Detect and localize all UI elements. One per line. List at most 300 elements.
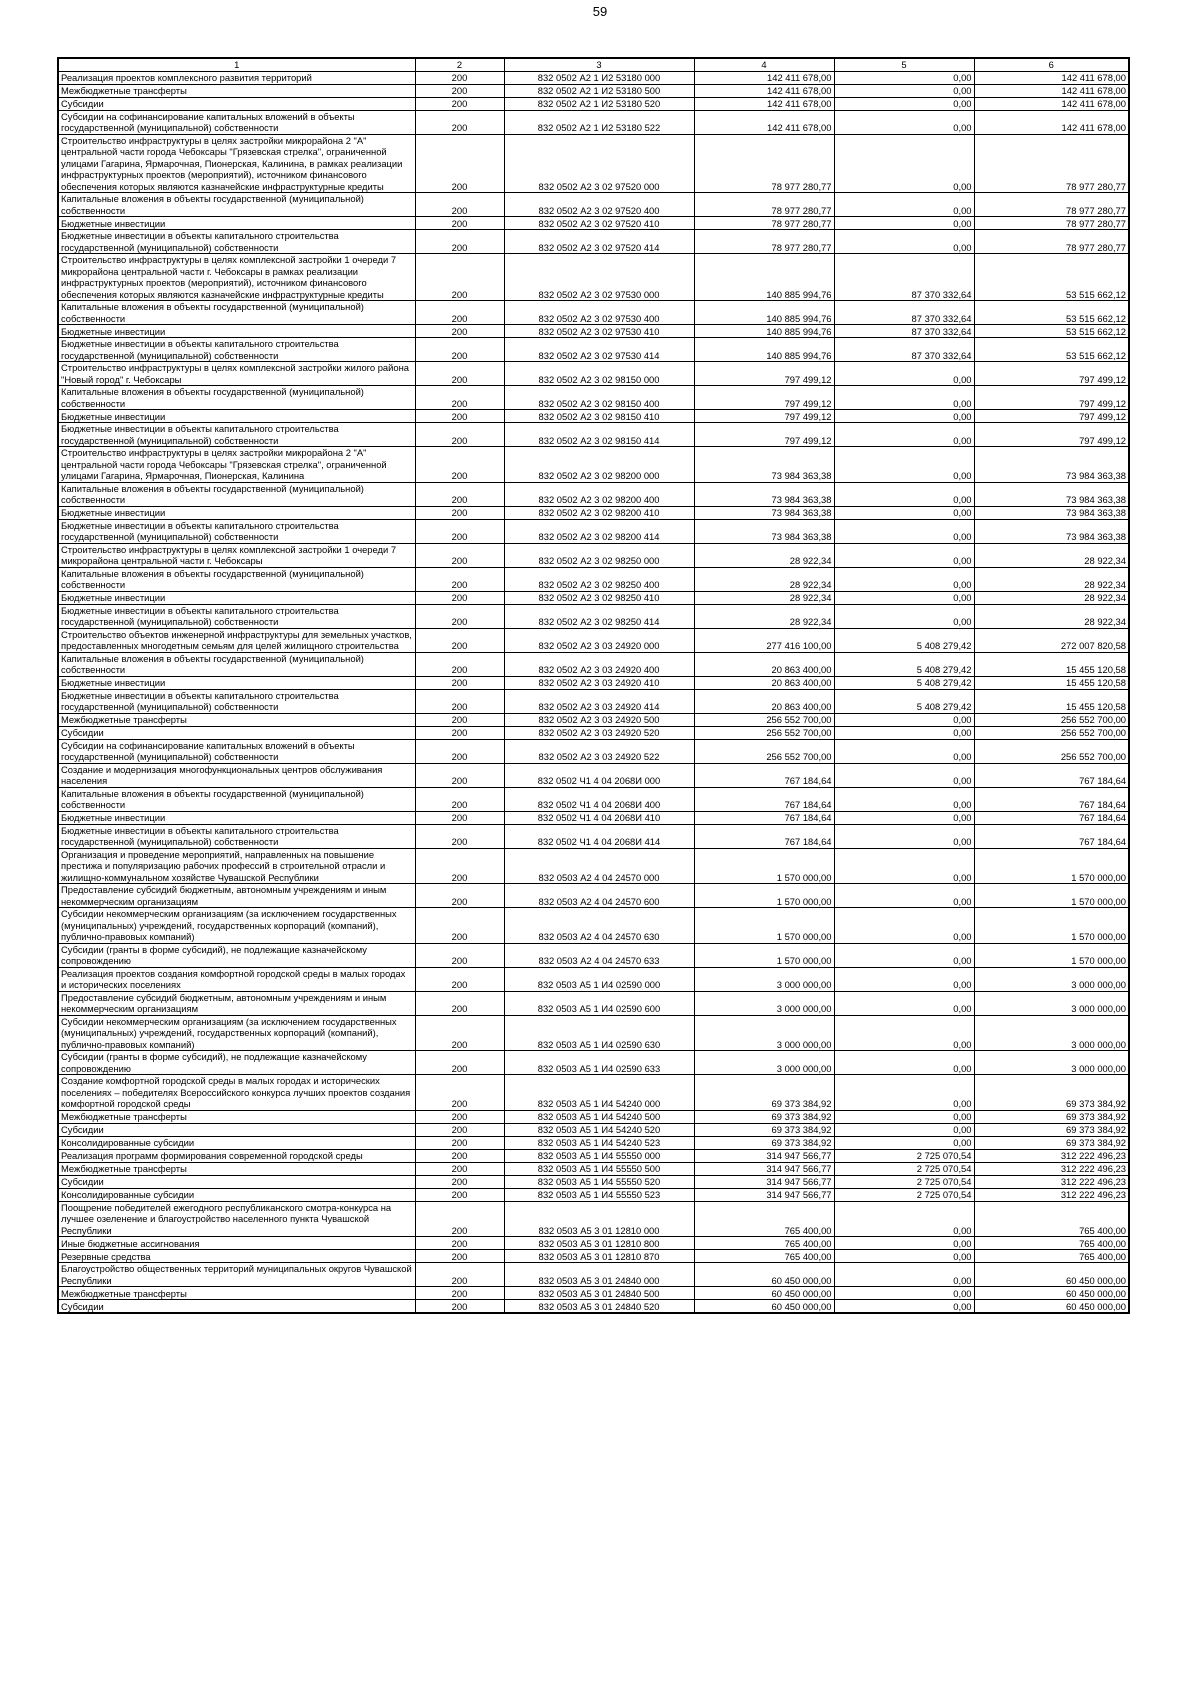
row-name-cell: Строительство инфраструктуры в целях застройки микрорайона 2 "А" центральной части города Чебоксары "Грязевская стрелка", ограниченной улицами Гагарина, Ярмарочная, Пионерская, Калинина [58, 447, 415, 483]
row-admin-code-cell: 200 [415, 591, 504, 604]
row-amount-col4-cell: 314 947 566,77 [694, 1149, 834, 1162]
table-row [58, 1162, 1129, 1175]
row-admin-code-cell: 200 [415, 628, 504, 652]
table-row [58, 1110, 1129, 1123]
column-header-3: 3 [504, 58, 694, 71]
row-name-cell: Межбюджетные трансферты [58, 1287, 415, 1300]
row-budget-code-cell: 832 0502 А2 3 02 97530 000 [504, 254, 694, 301]
row-amount-col6-cell: 73 984 363,38 [974, 447, 1129, 483]
row-amount-col6-cell: 1 570 000,00 [974, 884, 1129, 908]
row-amount-col6-cell: 69 373 384,92 [974, 1110, 1129, 1123]
row-amount-col4-cell: 28 922,34 [694, 567, 834, 591]
row-amount-col4-cell: 140 885 994,76 [694, 338, 834, 362]
row-amount-col5-cell: 0,00 [834, 811, 974, 824]
row-admin-code-cell: 200 [415, 193, 504, 217]
row-amount-col6-cell: 142 411 678,00 [974, 71, 1129, 84]
row-budget-code-cell: 832 0502 А2 3 02 97520 000 [504, 134, 694, 193]
row-amount-col6-cell: 256 552 700,00 [974, 713, 1129, 726]
row-amount-col4-cell: 3 000 000,00 [694, 967, 834, 991]
table-row [58, 739, 1129, 763]
row-amount-col5-cell: 0,00 [834, 848, 974, 884]
row-amount-col5-cell: 0,00 [834, 217, 974, 230]
row-amount-col4-cell: 20 863 400,00 [694, 676, 834, 689]
row-name-cell: Межбюджетные трансферты [58, 1162, 415, 1175]
table-row [58, 1015, 1129, 1051]
row-amount-col6-cell: 797 499,12 [974, 410, 1129, 423]
row-name-cell: Субсидии некоммерческим организациям (за исключением государственных (муниципальных) учреждений, государственных корпораций (компаний), публично-правовых компаний) [58, 908, 415, 944]
row-admin-code-cell: 200 [415, 301, 504, 325]
table-row [58, 1051, 1129, 1075]
row-admin-code-cell: 200 [415, 482, 504, 506]
table-row [58, 1188, 1129, 1201]
column-header-2: 2 [415, 58, 504, 71]
row-budget-code-cell: 832 0503 А5 1 И4 02590 600 [504, 991, 694, 1015]
row-amount-col4-cell: 3 000 000,00 [694, 991, 834, 1015]
row-name-cell: Субсидии [58, 1175, 415, 1188]
table-row [58, 1175, 1129, 1188]
row-amount-col5-cell: 0,00 [834, 967, 974, 991]
row-amount-col6-cell: 142 411 678,00 [974, 110, 1129, 134]
row-admin-code-cell: 200 [415, 1051, 504, 1075]
row-budget-code-cell: 832 0502 А2 3 02 98150 400 [504, 386, 694, 410]
table-row [58, 482, 1129, 506]
row-amount-col5-cell: 0,00 [834, 362, 974, 386]
row-amount-col4-cell: 797 499,12 [694, 410, 834, 423]
row-name-cell: Субсидии [58, 1123, 415, 1136]
row-admin-code-cell: 200 [415, 1075, 504, 1111]
row-amount-col5-cell: 0,00 [834, 410, 974, 423]
row-name-cell: Реализация проектов создания комфортной городской среды в малых городах и исторических поселениях [58, 967, 415, 991]
row-amount-col5-cell: 2 725 070,54 [834, 1175, 974, 1188]
row-name-cell: Бюджетные инвестиции в объекты капитального строительства государственной (муниципальной) собственности [58, 604, 415, 628]
row-amount-col6-cell: 60 450 000,00 [974, 1300, 1129, 1314]
row-admin-code-cell: 200 [415, 519, 504, 543]
row-amount-col6-cell: 69 373 384,92 [974, 1123, 1129, 1136]
row-name-cell: Капитальные вложения в объекты государственной (муниципальной) собственности [58, 301, 415, 325]
table-row [58, 787, 1129, 811]
row-budget-code-cell: 832 0503 А2 4 04 24570 600 [504, 884, 694, 908]
row-admin-code-cell: 200 [415, 763, 504, 787]
row-budget-code-cell: 832 0503 А5 3 01 12810 800 [504, 1237, 694, 1250]
row-name-cell: Бюджетные инвестиции в объекты капитального строительства государственной (муниципальной) собственности [58, 824, 415, 848]
table-row [58, 193, 1129, 217]
row-amount-col5-cell: 0,00 [834, 134, 974, 193]
row-admin-code-cell: 200 [415, 506, 504, 519]
row-amount-col6-cell: 312 222 496,23 [974, 1149, 1129, 1162]
row-admin-code-cell: 200 [415, 254, 504, 301]
row-budget-code-cell: 832 0503 А5 3 01 12810 000 [504, 1201, 694, 1237]
row-admin-code-cell: 200 [415, 848, 504, 884]
row-name-cell: Бюджетные инвестиции [58, 811, 415, 824]
row-budget-code-cell: 832 0502 А2 3 02 98150 410 [504, 410, 694, 423]
table-header-row [58, 58, 1129, 71]
row-amount-col6-cell: 312 222 496,23 [974, 1175, 1129, 1188]
row-amount-col4-cell: 1 570 000,00 [694, 848, 834, 884]
row-admin-code-cell: 200 [415, 824, 504, 848]
row-amount-col6-cell: 53 515 662,12 [974, 254, 1129, 301]
row-amount-col6-cell: 256 552 700,00 [974, 726, 1129, 739]
row-amount-col4-cell: 765 400,00 [694, 1250, 834, 1263]
row-amount-col5-cell: 0,00 [834, 1136, 974, 1149]
row-amount-col4-cell: 69 373 384,92 [694, 1136, 834, 1149]
row-budget-code-cell: 832 0502 Ч1 4 04 2068И 414 [504, 824, 694, 848]
row-admin-code-cell: 200 [415, 1123, 504, 1136]
row-amount-col5-cell: 0,00 [834, 506, 974, 519]
row-budget-code-cell: 832 0503 А5 3 01 24840 500 [504, 1287, 694, 1300]
table-row [58, 689, 1129, 713]
row-amount-col4-cell: 314 947 566,77 [694, 1175, 834, 1188]
row-admin-code-cell: 200 [415, 676, 504, 689]
row-budget-code-cell: 832 0503 А5 3 01 24840 000 [504, 1263, 694, 1287]
row-admin-code-cell: 200 [415, 97, 504, 110]
table-row [58, 410, 1129, 423]
row-name-cell: Капитальные вложения в объекты государственной (муниципальной) собственности [58, 386, 415, 410]
row-budget-code-cell: 832 0502 А2 3 02 98200 000 [504, 447, 694, 483]
row-amount-col5-cell: 0,00 [834, 991, 974, 1015]
row-admin-code-cell: 200 [415, 1263, 504, 1287]
row-amount-col5-cell: 0,00 [834, 713, 974, 726]
table-row [58, 884, 1129, 908]
row-admin-code-cell: 200 [415, 1300, 504, 1314]
row-budget-code-cell: 832 0502 А2 3 02 97520 414 [504, 230, 694, 254]
row-amount-col4-cell: 28 922,34 [694, 543, 834, 567]
row-name-cell: Благоустройство общественных территорий муниципальных округов Чувашской Республики [58, 1263, 415, 1287]
row-amount-col4-cell: 142 411 678,00 [694, 110, 834, 134]
row-admin-code-cell: 200 [415, 967, 504, 991]
table-row [58, 1263, 1129, 1287]
row-name-cell: Создание и модернизация многофункциональных центров обслуживания населения [58, 763, 415, 787]
row-amount-col4-cell: 142 411 678,00 [694, 84, 834, 97]
row-amount-col6-cell: 797 499,12 [974, 386, 1129, 410]
row-amount-col6-cell: 312 222 496,23 [974, 1162, 1129, 1175]
row-amount-col5-cell: 0,00 [834, 193, 974, 217]
row-amount-col6-cell: 28 922,34 [974, 543, 1129, 567]
row-amount-col4-cell: 767 184,64 [694, 824, 834, 848]
row-amount-col4-cell: 3 000 000,00 [694, 1051, 834, 1075]
row-budget-code-cell: 832 0503 А5 1 И4 54240 523 [504, 1136, 694, 1149]
row-amount-col5-cell: 2 725 070,54 [834, 1162, 974, 1175]
row-amount-col6-cell: 767 184,64 [974, 824, 1129, 848]
row-name-cell: Строительство инфраструктуры в целях комплексной застройки 1 очереди 7 микрорайона центральной части г. Чебоксары [58, 543, 415, 567]
row-amount-col4-cell: 797 499,12 [694, 362, 834, 386]
row-name-cell: Бюджетные инвестиции в объекты капитального строительства государственной (муниципальной) собственности [58, 519, 415, 543]
row-budget-code-cell: 832 0503 А5 3 01 12810 870 [504, 1250, 694, 1263]
row-amount-col6-cell: 60 450 000,00 [974, 1287, 1129, 1300]
row-amount-col4-cell: 28 922,34 [694, 591, 834, 604]
row-admin-code-cell: 200 [415, 652, 504, 676]
table-row [58, 1149, 1129, 1162]
row-name-cell: Субсидии на софинансирование капитальных вложений в объекты государственной (муниципальной) собственности [58, 739, 415, 763]
row-admin-code-cell: 200 [415, 423, 504, 447]
table-body [58, 71, 1129, 1313]
row-amount-col5-cell: 87 370 332,64 [834, 254, 974, 301]
row-amount-col6-cell: 765 400,00 [974, 1237, 1129, 1250]
row-name-cell: Бюджетные инвестиции [58, 325, 415, 338]
row-amount-col6-cell: 767 184,64 [974, 811, 1129, 824]
row-amount-col4-cell: 28 922,34 [694, 604, 834, 628]
row-amount-col4-cell: 60 450 000,00 [694, 1300, 834, 1314]
row-amount-col4-cell: 256 552 700,00 [694, 713, 834, 726]
row-amount-col5-cell: 5 408 279,42 [834, 689, 974, 713]
row-name-cell: Иные бюджетные ассигнования [58, 1237, 415, 1250]
table-row [58, 567, 1129, 591]
row-amount-col6-cell: 69 373 384,92 [974, 1075, 1129, 1111]
row-budget-code-cell: 832 0503 А5 3 01 24840 520 [504, 1300, 694, 1314]
row-admin-code-cell: 200 [415, 1110, 504, 1123]
row-budget-code-cell: 832 0503 А5 1 И4 54240 000 [504, 1075, 694, 1111]
row-amount-col6-cell: 142 411 678,00 [974, 84, 1129, 97]
column-header-1: 1 [58, 58, 415, 71]
row-amount-col6-cell: 767 184,64 [974, 787, 1129, 811]
table-row [58, 676, 1129, 689]
row-amount-col6-cell: 53 515 662,12 [974, 338, 1129, 362]
row-name-cell: Организация и проведение мероприятий, направленных на повышение престижа и популяризацию рабочих профессий в строительной отрасли и жилищно-коммунальном хозяйстве Чувашской Республики [58, 848, 415, 884]
row-amount-col4-cell: 277 416 100,00 [694, 628, 834, 652]
row-name-cell: Капитальные вложения в объекты государственной (муниципальной) собственности [58, 567, 415, 591]
table-row [58, 1250, 1129, 1263]
table-row [58, 362, 1129, 386]
row-amount-col4-cell: 767 184,64 [694, 787, 834, 811]
row-amount-col6-cell: 28 922,34 [974, 567, 1129, 591]
row-budget-code-cell: 832 0502 А2 3 02 97530 400 [504, 301, 694, 325]
row-amount-col5-cell: 2 725 070,54 [834, 1188, 974, 1201]
row-admin-code-cell: 200 [415, 1149, 504, 1162]
row-amount-col4-cell: 60 450 000,00 [694, 1263, 834, 1287]
row-admin-code-cell: 200 [415, 739, 504, 763]
table-row [58, 217, 1129, 230]
row-amount-col5-cell: 0,00 [834, 71, 974, 84]
row-admin-code-cell: 200 [415, 1188, 504, 1201]
row-amount-col5-cell: 0,00 [834, 1075, 974, 1111]
row-name-cell: Субсидии [58, 726, 415, 739]
row-amount-col5-cell: 87 370 332,64 [834, 325, 974, 338]
row-amount-col5-cell: 0,00 [834, 567, 974, 591]
table-row [58, 763, 1129, 787]
row-amount-col5-cell: 0,00 [834, 824, 974, 848]
row-budget-code-cell: 832 0502 А2 3 03 24920 414 [504, 689, 694, 713]
row-amount-col6-cell: 765 400,00 [974, 1250, 1129, 1263]
row-budget-code-cell: 832 0502 А2 3 02 98200 414 [504, 519, 694, 543]
page-number: 59 [592, 4, 608, 19]
row-budget-code-cell: 832 0502 А2 3 02 98250 000 [504, 543, 694, 567]
row-amount-col4-cell: 767 184,64 [694, 811, 834, 824]
row-admin-code-cell: 200 [415, 567, 504, 591]
column-header-4: 4 [694, 58, 834, 71]
row-name-cell: Бюджетные инвестиции [58, 506, 415, 519]
row-admin-code-cell: 200 [415, 410, 504, 423]
table-row [58, 908, 1129, 944]
row-amount-col4-cell: 1 570 000,00 [694, 943, 834, 967]
row-admin-code-cell: 200 [415, 1015, 504, 1051]
row-budget-code-cell: 832 0502 А2 3 02 97530 410 [504, 325, 694, 338]
row-admin-code-cell: 200 [415, 71, 504, 84]
row-budget-code-cell: 832 0502 А2 3 02 98250 414 [504, 604, 694, 628]
row-amount-col4-cell: 140 885 994,76 [694, 325, 834, 338]
row-amount-col6-cell: 60 450 000,00 [974, 1263, 1129, 1287]
row-name-cell: Капитальные вложения в объекты государственной (муниципальной) собственности [58, 482, 415, 506]
row-budget-code-cell: 832 0502 А2 3 02 97520 400 [504, 193, 694, 217]
row-amount-col5-cell: 0,00 [834, 543, 974, 567]
row-amount-col4-cell: 140 885 994,76 [694, 301, 834, 325]
row-amount-col4-cell: 765 400,00 [694, 1237, 834, 1250]
row-admin-code-cell: 200 [415, 543, 504, 567]
row-amount-col4-cell: 256 552 700,00 [694, 739, 834, 763]
row-amount-col5-cell: 0,00 [834, 1300, 974, 1314]
row-amount-col4-cell: 797 499,12 [694, 423, 834, 447]
row-amount-col6-cell: 797 499,12 [974, 423, 1129, 447]
row-amount-col5-cell: 5 408 279,42 [834, 628, 974, 652]
table-row [58, 423, 1129, 447]
row-budget-code-cell: 832 0502 А2 3 03 24920 410 [504, 676, 694, 689]
row-amount-col6-cell: 312 222 496,23 [974, 1188, 1129, 1201]
row-budget-code-cell: 832 0503 А5 1 И4 55550 500 [504, 1162, 694, 1175]
row-admin-code-cell: 200 [415, 884, 504, 908]
row-name-cell: Субсидии [58, 97, 415, 110]
row-name-cell: Межбюджетные трансферты [58, 84, 415, 97]
row-amount-col5-cell: 0,00 [834, 447, 974, 483]
row-name-cell: Межбюджетные трансферты [58, 1110, 415, 1123]
column-header-6: 6 [974, 58, 1129, 71]
row-amount-col6-cell: 73 984 363,38 [974, 482, 1129, 506]
row-amount-col5-cell: 2 725 070,54 [834, 1149, 974, 1162]
row-amount-col5-cell: 0,00 [834, 1110, 974, 1123]
row-amount-col6-cell: 78 977 280,77 [974, 134, 1129, 193]
row-amount-col6-cell: 142 411 678,00 [974, 97, 1129, 110]
row-amount-col4-cell: 73 984 363,38 [694, 519, 834, 543]
row-budget-code-cell: 832 0502 А2 3 02 98200 410 [504, 506, 694, 519]
budget-table [57, 57, 1130, 1314]
row-budget-code-cell: 832 0502 А2 1 И2 53180 000 [504, 71, 694, 84]
row-amount-col6-cell: 1 570 000,00 [974, 848, 1129, 884]
row-amount-col5-cell: 0,00 [834, 1015, 974, 1051]
row-name-cell: Строительство инфраструктуры в целях комплексной застройки 1 очереди 7 микрорайона центральной части г. Чебоксары в рамках реализации инфраструктурных проектов (мероприятий), источником финансового обеспечения которых являются казначейские инфраструктурные кредиты [58, 254, 415, 301]
row-amount-col6-cell: 765 400,00 [974, 1201, 1129, 1237]
row-amount-col5-cell: 0,00 [834, 1263, 974, 1287]
row-amount-col5-cell: 0,00 [834, 519, 974, 543]
row-admin-code-cell: 200 [415, 943, 504, 967]
row-amount-col5-cell: 0,00 [834, 110, 974, 134]
table-row [58, 325, 1129, 338]
row-amount-col5-cell: 0,00 [834, 230, 974, 254]
row-name-cell: Предоставление субсидий бюджетным, автономным учреждениям и иным некоммерческим организациям [58, 884, 415, 908]
row-admin-code-cell: 200 [415, 689, 504, 713]
row-name-cell: Строительство инфраструктуры в целях комплексной застройки жилого района "Новый город" г. Чебоксары [58, 362, 415, 386]
row-amount-col5-cell: 0,00 [834, 591, 974, 604]
table-row [58, 447, 1129, 483]
row-admin-code-cell: 200 [415, 1162, 504, 1175]
row-amount-col6-cell: 3 000 000,00 [974, 967, 1129, 991]
row-amount-col4-cell: 78 977 280,77 [694, 134, 834, 193]
table-row [58, 652, 1129, 676]
table-row [58, 134, 1129, 193]
row-admin-code-cell: 200 [415, 447, 504, 483]
row-budget-code-cell: 832 0503 А5 1 И4 55550 523 [504, 1188, 694, 1201]
row-amount-col5-cell: 0,00 [834, 604, 974, 628]
row-budget-code-cell: 832 0502 А2 3 02 97530 414 [504, 338, 694, 362]
row-admin-code-cell: 200 [415, 1287, 504, 1300]
row-amount-col4-cell: 69 373 384,92 [694, 1075, 834, 1111]
row-amount-col5-cell: 0,00 [834, 97, 974, 110]
row-amount-col6-cell: 78 977 280,77 [974, 217, 1129, 230]
table-row [58, 991, 1129, 1015]
table-row [58, 519, 1129, 543]
row-amount-col5-cell: 0,00 [834, 884, 974, 908]
row-budget-code-cell: 832 0503 А2 4 04 24570 633 [504, 943, 694, 967]
row-amount-col6-cell: 3 000 000,00 [974, 991, 1129, 1015]
row-amount-col5-cell: 0,00 [834, 423, 974, 447]
row-amount-col6-cell: 15 455 120,58 [974, 652, 1129, 676]
row-amount-col5-cell: 0,00 [834, 1201, 974, 1237]
row-budget-code-cell: 832 0502 А2 3 03 24920 520 [504, 726, 694, 739]
row-amount-col4-cell: 1 570 000,00 [694, 908, 834, 944]
row-amount-col5-cell: 0,00 [834, 908, 974, 944]
row-name-cell: Субсидии некоммерческим организациям (за исключением государственных (муниципальных) учреждений, государственных корпораций (компаний), публично-правовых компаний) [58, 1015, 415, 1051]
table-row [58, 1123, 1129, 1136]
row-admin-code-cell: 200 [415, 726, 504, 739]
row-name-cell: Бюджетные инвестиции в объекты капитального строительства государственной (муниципальной) собственности [58, 230, 415, 254]
row-admin-code-cell: 200 [415, 362, 504, 386]
row-amount-col5-cell: 0,00 [834, 726, 974, 739]
row-admin-code-cell: 200 [415, 1201, 504, 1237]
row-amount-col4-cell: 69 373 384,92 [694, 1110, 834, 1123]
row-amount-col4-cell: 3 000 000,00 [694, 1015, 834, 1051]
row-amount-col6-cell: 272 007 820,58 [974, 628, 1129, 652]
row-name-cell: Капитальные вложения в объекты государственной (муниципальной) собственности [58, 787, 415, 811]
row-name-cell: Поощрение победителей ежегодного республиканского смотра-конкурса на лучшее озеленение и благоустройство населенного пункта Чувашской Республики [58, 1201, 415, 1237]
row-amount-col6-cell: 3 000 000,00 [974, 1015, 1129, 1051]
row-name-cell: Консолидированные субсидии [58, 1136, 415, 1149]
row-name-cell: Реализация программ формирования современной городской среды [58, 1149, 415, 1162]
row-budget-code-cell: 832 0502 А2 3 03 24920 522 [504, 739, 694, 763]
row-amount-col6-cell: 1 570 000,00 [974, 943, 1129, 967]
row-admin-code-cell: 200 [415, 713, 504, 726]
table-row [58, 386, 1129, 410]
row-amount-col4-cell: 256 552 700,00 [694, 726, 834, 739]
row-name-cell: Субсидии (гранты в форме субсидий), не подлежащие казначейскому сопровождению [58, 943, 415, 967]
row-budget-code-cell: 832 0502 А2 1 И2 53180 500 [504, 84, 694, 97]
table-row [58, 338, 1129, 362]
table-row [58, 1287, 1129, 1300]
row-amount-col5-cell: 0,00 [834, 1250, 974, 1263]
row-amount-col4-cell: 142 411 678,00 [694, 71, 834, 84]
table-row [58, 230, 1129, 254]
row-amount-col5-cell: 87 370 332,64 [834, 338, 974, 362]
row-amount-col5-cell: 0,00 [834, 1051, 974, 1075]
row-amount-col6-cell: 69 373 384,92 [974, 1136, 1129, 1149]
row-amount-col5-cell: 5 408 279,42 [834, 652, 974, 676]
row-amount-col5-cell: 0,00 [834, 943, 974, 967]
row-budget-code-cell: 832 0502 А2 3 02 98250 400 [504, 567, 694, 591]
row-admin-code-cell: 200 [415, 908, 504, 944]
row-budget-code-cell: 832 0503 А5 1 И4 55550 000 [504, 1149, 694, 1162]
row-admin-code-cell: 200 [415, 84, 504, 97]
row-amount-col4-cell: 78 977 280,77 [694, 193, 834, 217]
table-row [58, 1201, 1129, 1237]
row-amount-col6-cell: 767 184,64 [974, 763, 1129, 787]
row-name-cell: Субсидии на софинансирование капитальных вложений в объекты государственной (муниципальной) собственности [58, 110, 415, 134]
table-row [58, 1075, 1129, 1111]
row-budget-code-cell: 832 0503 А5 1 И4 02590 633 [504, 1051, 694, 1075]
row-amount-col4-cell: 1 570 000,00 [694, 884, 834, 908]
row-amount-col4-cell: 69 373 384,92 [694, 1123, 834, 1136]
row-name-cell: Создание комфортной городской среды в малых городах и исторических поселениях – победителях Всероссийского конкурса лучших проектов создания комфортной городской среды [58, 1075, 415, 1111]
row-amount-col5-cell: 0,00 [834, 1123, 974, 1136]
row-admin-code-cell: 200 [415, 1175, 504, 1188]
row-budget-code-cell: 832 0503 А5 1 И4 54240 520 [504, 1123, 694, 1136]
row-amount-col6-cell: 78 977 280,77 [974, 193, 1129, 217]
row-amount-col5-cell: 0,00 [834, 482, 974, 506]
row-budget-code-cell: 832 0502 А2 3 02 98150 000 [504, 362, 694, 386]
